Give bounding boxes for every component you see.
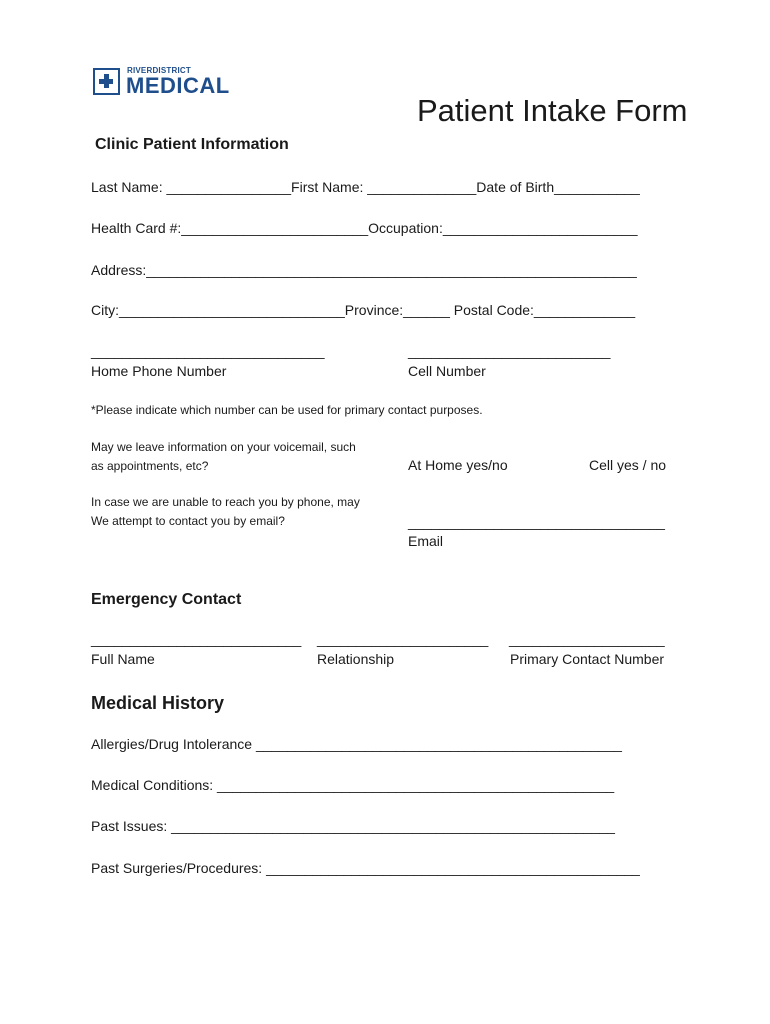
cell-yes-no[interactable]: Cell yes / no: [589, 457, 667, 473]
voicemail-question-line1: May we leave information on your voicemail, such: [91, 440, 356, 454]
name-dob-row[interactable]: Last Name: ________________First Name: ______________Date of Birth___________: [91, 179, 640, 195]
email-question-line2: We attempt to contact you by email?: [91, 514, 285, 528]
at-home-yes-no[interactable]: At Home yes/no: [408, 457, 508, 473]
email-field[interactable]: _________________________________: [408, 514, 665, 530]
email-question-line1: In case we are unable to reach you by phone, may: [91, 495, 360, 509]
city-province-postal-row[interactable]: City:_____________________________Province:______ Postal Code:_____________: [91, 302, 636, 318]
email-label: Email: [408, 533, 444, 549]
form-title: Patient Intake Form: [417, 93, 688, 128]
emergency-relationship-field[interactable]: ______________________: [317, 631, 489, 647]
medical-conditions-field[interactable]: Medical Conditions: ___________________________________________________: [91, 777, 615, 793]
emergency-contact-number-field[interactable]: ____________________: [509, 631, 665, 647]
cell-phone-field[interactable]: __________________________: [408, 343, 611, 359]
emergency-name-field[interactable]: ___________________________: [91, 631, 302, 647]
past-surgeries-field[interactable]: Past Surgeries/Procedures: ________________________________________________: [91, 860, 640, 876]
cell-phone-label: Cell Number: [408, 363, 486, 379]
clinic-section-heading: Clinic Patient Information: [95, 136, 289, 153]
emergency-contact-number-label: Primary Contact Number: [510, 651, 665, 667]
home-phone-label: Home Phone Number: [91, 363, 227, 379]
voicemail-question-line2: as appointments, etc?: [91, 459, 209, 473]
emergency-name-label: Full Name: [91, 651, 155, 667]
logo-top-text: RIVERDISTRICT: [127, 66, 191, 75]
emergency-section-heading: Emergency Contact: [91, 591, 242, 608]
logo-main-text: MEDICAL: [126, 73, 230, 98]
medical-history-heading: Medical History: [91, 693, 225, 713]
allergies-field[interactable]: Allergies/Drug Intolerance _______________________________________________: [91, 736, 622, 752]
clinic-logo: [93, 66, 243, 98]
medical-cross-icon: [93, 68, 120, 95]
primary-contact-note: *Please indicate which number can be used for primary contact purposes.: [91, 403, 483, 417]
past-issues-field[interactable]: Past Issues: _________________________________________________________: [91, 818, 615, 834]
home-phone-field[interactable]: ______________________________: [91, 343, 325, 359]
emergency-relationship-label: Relationship: [317, 651, 395, 667]
health-card-occupation-row[interactable]: Health Card #:________________________Occupation:_________________________: [91, 220, 638, 236]
address-row[interactable]: Address:_______________________________________________________________: [91, 262, 637, 278]
